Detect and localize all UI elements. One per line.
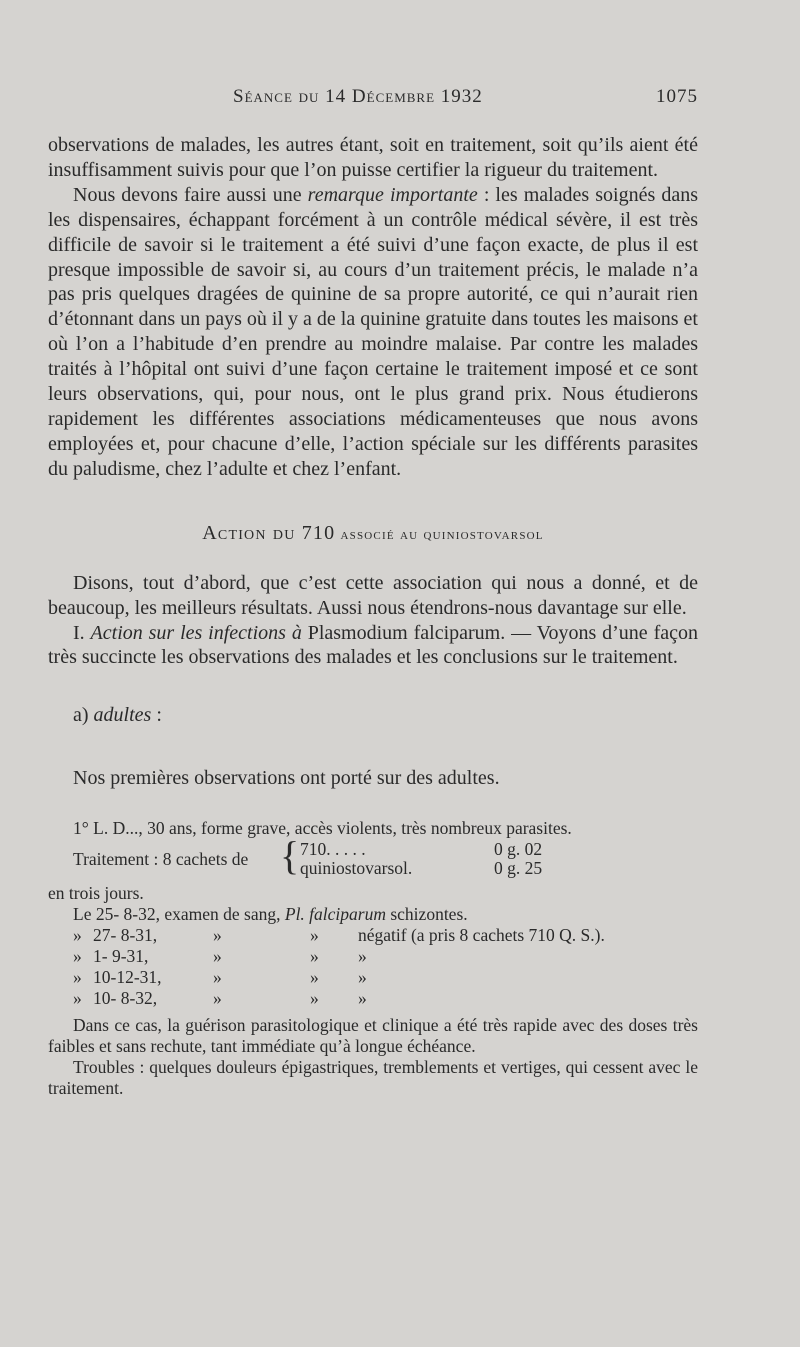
table-row	[48, 967, 698, 988]
text-run: schizontes.	[385, 904, 468, 925]
ditto-mark: »	[73, 946, 82, 967]
text-run: : les malades soignés dans les dispensaires, échappant forcément à un contrôle médical sévère, il est très difficile de savoir si le traitement a été suivi d’une façon exacte, de plus il est presque impossible de savoir si, au cours d’un traitement précis, le malade n’a pas pris quelques dragées de quinine de sa propre autorité, ce qui n’aurait rien d’étonnant dans un pays où il y a de la quinine gratuite dans toutes les maisons et où l’on a l’habitude d’en prendre au moindre malaise. Par contre les malades traités à l’hôpital ont suivi d’une façon certaine le traitement imposé et ce sont leurs observations, qui, pour nous, ont le plus grand prix. Nous étudierons rapidement les différentes associations médicamenteuses que nous avons employées et, pour chacune d’elle, l’action spéciale sur les différents parasites du paludisme, chez l’adulte et chez l’enfant.	[48, 183, 698, 480]
row-result: »	[358, 988, 367, 1009]
ditto-mark: »	[310, 988, 319, 1009]
paragraph: Disons, tout d’abord, que c’est cette association qui nous a donné, et de beaucoup, les meilleurs résultats. Aussi nous étendrons-nous davantage sur elle.	[48, 571, 698, 619]
treatment-label: Traitement : 8 cachets de	[73, 849, 249, 870]
page-body	[48, 133, 698, 1099]
drug-name: 710. . . . .	[300, 839, 366, 860]
ditto-mark: »	[213, 988, 222, 1009]
ditto-mark: »	[213, 946, 222, 967]
heading-rest: associé au quiniostovarsol	[335, 525, 544, 543]
drug-dose: 0 g. 02	[494, 839, 543, 860]
ditto-mark: »	[213, 925, 222, 946]
page-number: 1075	[656, 86, 698, 107]
sub-suffix: :	[151, 704, 162, 727]
ditto-mark: »	[310, 967, 319, 988]
exam-line	[48, 904, 698, 925]
ditto-mark: »	[310, 925, 319, 946]
row-result: négatif (a pris 8 cachets 710 Q. S.).	[358, 925, 605, 946]
emphasis: Pl. falciparum	[284, 904, 386, 925]
row-date: 27- 8-31,	[93, 925, 158, 946]
table-row	[48, 988, 698, 1009]
table-row	[48, 925, 698, 946]
paragraph	[48, 183, 698, 482]
text-run: Plasmodium falciparum. — Voyons d’une façon très succincte les observations des malades et les conclusions sur le traitement.	[48, 621, 698, 669]
row-date: 10- 8-32,	[93, 988, 158, 1009]
running-header	[48, 86, 698, 112]
paragraph	[48, 621, 698, 671]
text-run: I.	[73, 621, 91, 644]
emphasis: adultes	[93, 704, 152, 727]
conclusion-paragraph: Dans ce cas, la guérison parasitologique et clinique a été très rapide avec des doses très faibles et sans rechute, tant immédiate qu’à longue échéance.	[48, 1015, 698, 1057]
treatment-line	[48, 833, 698, 883]
brace: {	[280, 833, 300, 879]
ditto-mark: »	[73, 967, 82, 988]
paragraph: observations de malades, les autres étant, soit en traitement, soit qu’ils aient été insuffisamment suivis pour que l’on puisse certifier la rigueur du traitement.	[48, 134, 698, 181]
ditto-mark: »	[73, 925, 82, 946]
duration-line: en trois jours.	[48, 883, 144, 904]
running-title: Séance du 14 Décembre 1932	[233, 86, 483, 107]
ditto-mark: »	[73, 988, 82, 1009]
exam-results	[48, 925, 698, 1030]
heading-number: 710	[301, 521, 336, 544]
observation-block	[48, 818, 698, 1099]
text-run: Le 25- 8-32, examen de sang,	[73, 904, 285, 925]
emphasis: Action sur les infections à	[90, 621, 302, 644]
heading-initial: Action du	[202, 521, 302, 544]
troubles-paragraph: Troubles : quelques douleurs épigastriques, tremblements et vertiges, qui cessent avec le traitement.	[48, 1057, 698, 1099]
drug-dose: 0 g. 25	[494, 858, 543, 879]
row-date: 1- 9-31,	[93, 946, 149, 967]
row-date: 10-12-31,	[93, 967, 162, 988]
ditto-mark: »	[213, 967, 222, 988]
ditto-mark: »	[310, 946, 319, 967]
case-line: 1° L. D..., 30 ans, forme grave, accès violents, très nombreux parasites.	[73, 818, 572, 839]
subheading	[48, 704, 698, 727]
emphasis: remarque importante	[307, 183, 478, 206]
section-heading	[48, 522, 698, 545]
drug-name: quiniostovarsol.	[300, 858, 413, 879]
table-row	[48, 946, 698, 967]
row-result: »	[358, 946, 367, 967]
sub-prefix: a)	[73, 704, 94, 727]
row-result: »	[358, 967, 367, 988]
text-run: Nous devons faire aussi une	[73, 183, 308, 206]
paragraph: Nos premières observations ont porté sur des adultes.	[73, 767, 500, 790]
